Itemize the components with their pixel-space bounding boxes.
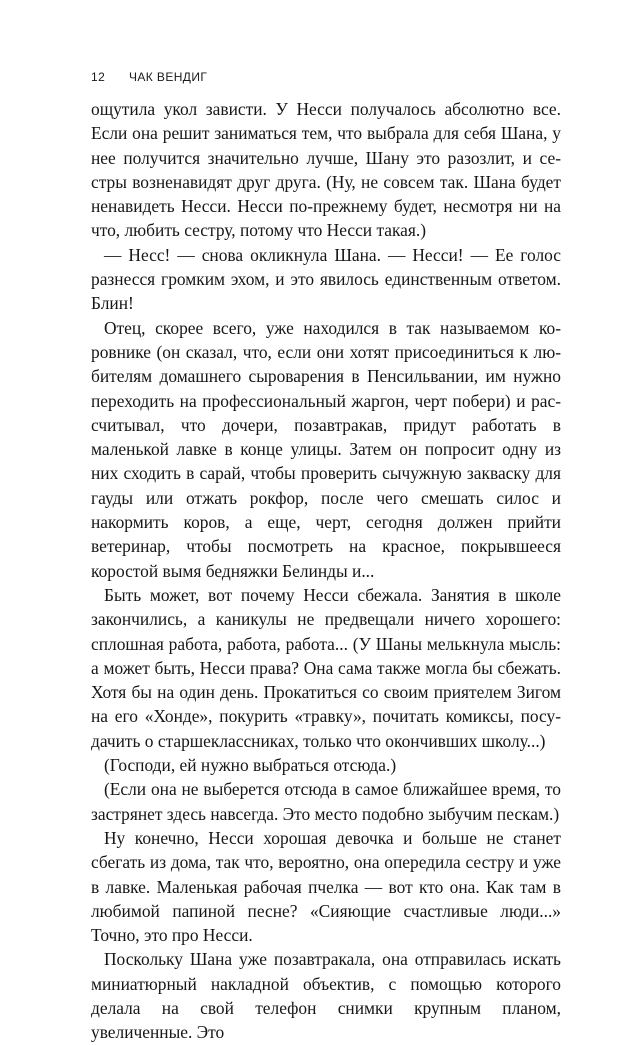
paragraph: Быть может, вот почему Несси сбежала. Занятия в школе закончились, а каникулы не предвещали ничего хорошего: сплошная работа, работа, работа... (У Шаны мелькнула мысль: а может быть, Несси права? Она сама также могла бы сбежать. Хотя бы на один день. Прокатиться со своим приятелем Зигом на его «Хонде», покурить «травку», почитать комиксы, посудачить о старшеклассниках, только что окончивших школу...)	[91, 584, 561, 751]
page-number: 12	[91, 70, 106, 84]
paragraph: Ну конечно, Несси хорошая девочка и больше не станет сбегать из дома, так что, вероятно, она опередила сестру и уже в лавке. Маленькая рабочая пчелка — вот кто она. Как там в любимой папиной песне? «Сияющие счастливые люди...» Точно, это про Несси.	[91, 827, 561, 946]
paragraph: Поскольку Шана уже позавтракала, она отправилась искать миниатюрный накладной объектив, с помощью которого делала на свой телефон снимки крупным планом, увеличенные. Это	[91, 949, 561, 1043]
paragraph: (Господи, ей нужно выбраться отсюда.)	[104, 755, 397, 776]
paragraph-continued: ощутила укол зависти. У Несси получалось абсолютно все. Если она решит заниматься тем, что выбрала для себя Шана, у нее получится значительно лучше, Шану это разозлит, и сестры возненавидят друг друга. (Ну, не совсем так. Шана будет ненавидеть Несси. Несси по-прежнему будет, несмотря ни на что, любить сестру, потому что Несси такая.)	[91, 99, 561, 241]
paragraph: Отец, скорее всего, уже находился в так называемом коровнике (он сказал, что, если они хотят присоединиться к любителям домашнего сыроварения в Пенсильвании, им нужно переходить на профессиональный жаргон, черт побери) и рассчитывал, что дочери, позавтракав, придут работать в маленькой лавке в конце улицы. Затем он попросит одну из них сходить в сарай, чтобы проверить сычужную закваску для гауды или отжать рокфор, после чего смешать силос и накормить коров, а еще, черт, сегодня должен прийти ветеринар, чтобы посмотреть на красное, покрывшееся коростой вымя бедняжки Белинды и...	[91, 317, 561, 581]
running-head-author: ЧАК ВЕНДИГ	[129, 70, 208, 84]
paragraph: — Несс! — снова окликнула Шана. — Несси! — Ее голос разнесся громким эхом, и это явилось единственным ответом. Блин!	[91, 244, 561, 314]
body-text	[91, 97, 561, 1045]
running-head	[91, 70, 207, 84]
paragraph: (Если она не выберется отсюда в самое ближайшее время, то застрянет здесь навсегда. Это место подобно зыбучим пескам.)	[91, 779, 561, 824]
